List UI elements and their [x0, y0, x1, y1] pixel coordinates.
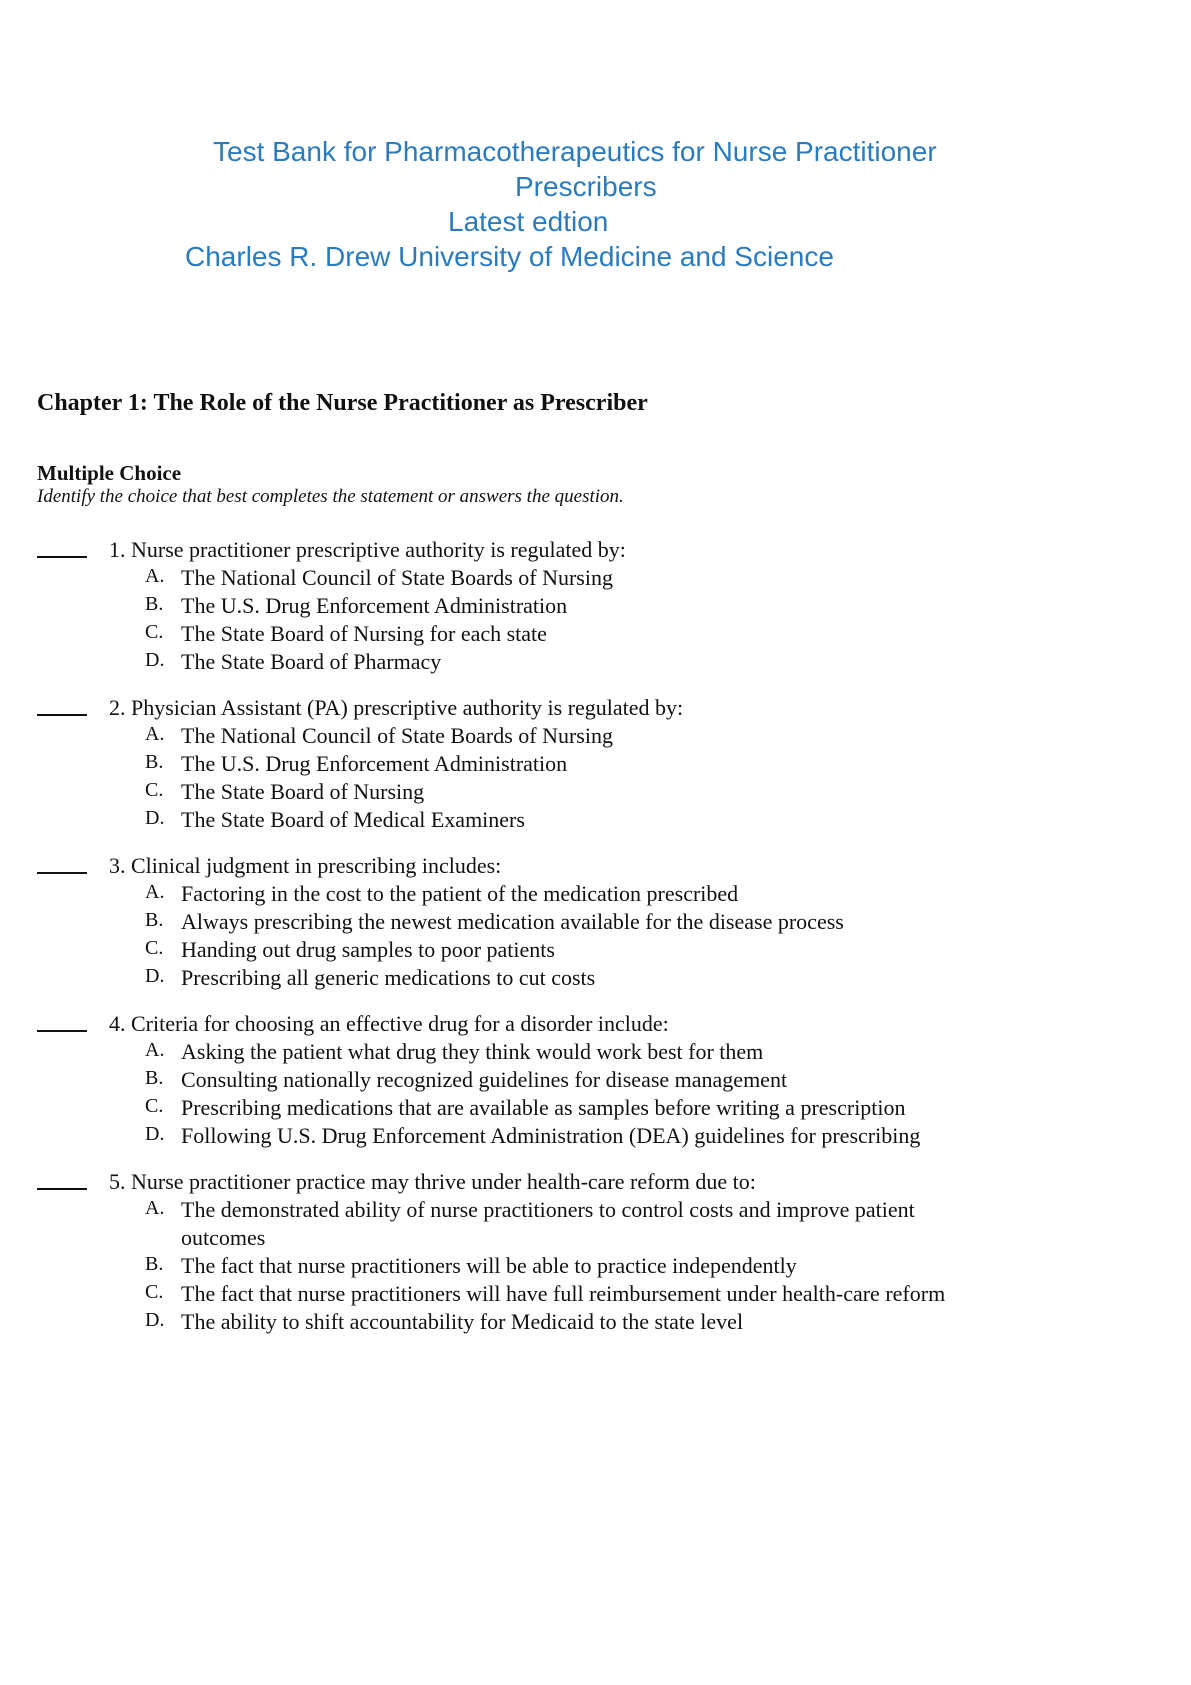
answer-option: [0, 1252, 981, 1280]
question-item: [0, 694, 1191, 834]
option-text: The State Board of Pharmacy: [181, 649, 442, 674]
answer-option: [0, 620, 981, 648]
question-number: 1.: [109, 537, 126, 562]
option-text: Prescribing medications that are available as samples before writing a prescription: [181, 1095, 906, 1120]
option-text: The fact that nurse practitioners will have full reimbursement under health-care reform: [181, 1281, 946, 1306]
option-letter: A.: [145, 1197, 165, 1219]
question-number: 2.: [109, 695, 126, 720]
question-number: 4.: [109, 1011, 126, 1036]
question-stem: [0, 694, 1191, 722]
option-text: The State Board of Nursing for each state: [181, 621, 547, 646]
answer-option: [0, 592, 981, 620]
answer-blank[interactable]: [37, 852, 87, 874]
answer-blank[interactable]: [37, 1010, 87, 1032]
option-text: Consulting nationally recognized guidelines for disease management: [181, 1067, 788, 1092]
option-letter: D.: [145, 649, 165, 671]
option-letter: A.: [145, 1039, 165, 1061]
answer-option: [0, 1308, 981, 1336]
institution-name: Charles R. Drew University of Medicine and Science: [185, 241, 834, 272]
option-letter: C.: [145, 1281, 164, 1303]
option-letter: B.: [145, 593, 164, 615]
answer-option: [0, 564, 981, 592]
question-item: [0, 536, 1191, 676]
question-number: 5.: [109, 1169, 126, 1194]
question-stem: [0, 1168, 1191, 1196]
option-letter: C.: [145, 937, 164, 959]
option-text: The State Board of Nursing: [181, 779, 425, 804]
option-text: Asking the patient what drug they think would work best for them: [181, 1039, 764, 1064]
option-letter: C.: [145, 779, 164, 801]
option-letter: B.: [145, 1067, 164, 1089]
option-letter: A.: [145, 565, 165, 587]
section-instructions: Identify the choice that best completes the statement or answers the question.: [37, 486, 624, 507]
answer-option: [0, 1094, 981, 1122]
answer-blank[interactable]: [37, 1168, 87, 1190]
option-text: The fact that nurse practitioners will be able to practice independently: [181, 1253, 797, 1278]
question-item: [0, 1168, 1191, 1336]
option-letter: C.: [145, 621, 164, 643]
question-item: [0, 852, 1191, 992]
option-text: Prescribing all generic medications to cut costs: [181, 965, 596, 990]
question-text: [109, 1010, 669, 1038]
option-letter: B.: [145, 1253, 164, 1275]
answer-blank[interactable]: [37, 694, 87, 716]
option-letter: D.: [145, 1309, 165, 1331]
answer-option: [0, 880, 981, 908]
answer-option: [0, 1038, 981, 1066]
option-letter: D.: [145, 1123, 165, 1145]
answer-option: [0, 806, 981, 834]
answer-blank[interactable]: [37, 536, 87, 558]
option-letter: D.: [145, 965, 165, 987]
answer-option: [0, 964, 981, 992]
question-text: [109, 536, 626, 564]
question-body: Clinical judgment in prescribing includes:: [131, 853, 502, 878]
question-number: 3.: [109, 853, 126, 878]
option-text: Factoring in the cost to the patient of the medication prescribed: [181, 881, 739, 906]
option-letter: A.: [145, 881, 165, 903]
option-text: The demonstrated ability of nurse practitioners to control costs and improve patient outcomes: [181, 1197, 915, 1250]
answer-option: [0, 750, 981, 778]
question-text: [109, 694, 683, 722]
question-body: Physician Assistant (PA) prescriptive authority is regulated by:: [131, 695, 684, 720]
answer-option: [0, 1066, 981, 1094]
option-letter: D.: [145, 807, 165, 829]
option-text: Handing out drug samples to poor patients: [181, 937, 555, 962]
option-letter: B.: [145, 751, 164, 773]
answer-option: [0, 908, 981, 936]
question-stem: [0, 852, 1191, 880]
option-text: The National Council of State Boards of Nursing: [181, 723, 613, 748]
question-list: [0, 536, 1191, 1354]
answer-option: [0, 936, 981, 964]
option-letter: A.: [145, 723, 165, 745]
chapter-title: Chapter 1: The Role of the Nurse Practitioner as Prescriber: [37, 390, 648, 416]
question-stem: [0, 1010, 1191, 1038]
edition-label: Latest edtion: [448, 206, 609, 237]
section-heading: Multiple Choice: [37, 461, 182, 485]
option-text: The State Board of Medical Examiners: [181, 807, 525, 832]
option-text: Always prescribing the newest medication available for the disease process: [181, 909, 844, 934]
question-stem: [0, 536, 1191, 564]
option-text: The U.S. Drug Enforcement Administration: [181, 593, 568, 618]
document-title-continued: Prescribers: [515, 171, 657, 202]
answer-option: [0, 722, 981, 750]
question-text: [109, 852, 501, 880]
option-text: The ability to shift accountability for Medicaid to the state level: [181, 1309, 744, 1334]
question-item: [0, 1010, 1191, 1150]
answer-option: [0, 778, 981, 806]
document-title-block: [0, 134, 1191, 274]
answer-option: [0, 648, 981, 676]
document-title: Test Bank for Pharmacotherapeutics for Nurse Practitioner: [213, 136, 937, 167]
answer-option: [0, 1122, 981, 1150]
option-text: The U.S. Drug Enforcement Administration: [181, 751, 568, 776]
answer-option: [0, 1280, 981, 1308]
question-body: Nurse practitioner practice may thrive under health-care reform due to:: [131, 1169, 756, 1194]
option-text: The National Council of State Boards of Nursing: [181, 565, 613, 590]
question-text: [109, 1168, 756, 1196]
answer-option: [0, 1196, 981, 1252]
question-body: Nurse practitioner prescriptive authority is regulated by:: [131, 537, 626, 562]
option-letter: B.: [145, 909, 164, 931]
option-letter: C.: [145, 1095, 164, 1117]
option-text: Following U.S. Drug Enforcement Administration (DEA) guidelines for prescribing: [181, 1123, 921, 1148]
question-body: Criteria for choosing an effective drug for a disorder include:: [131, 1011, 669, 1036]
